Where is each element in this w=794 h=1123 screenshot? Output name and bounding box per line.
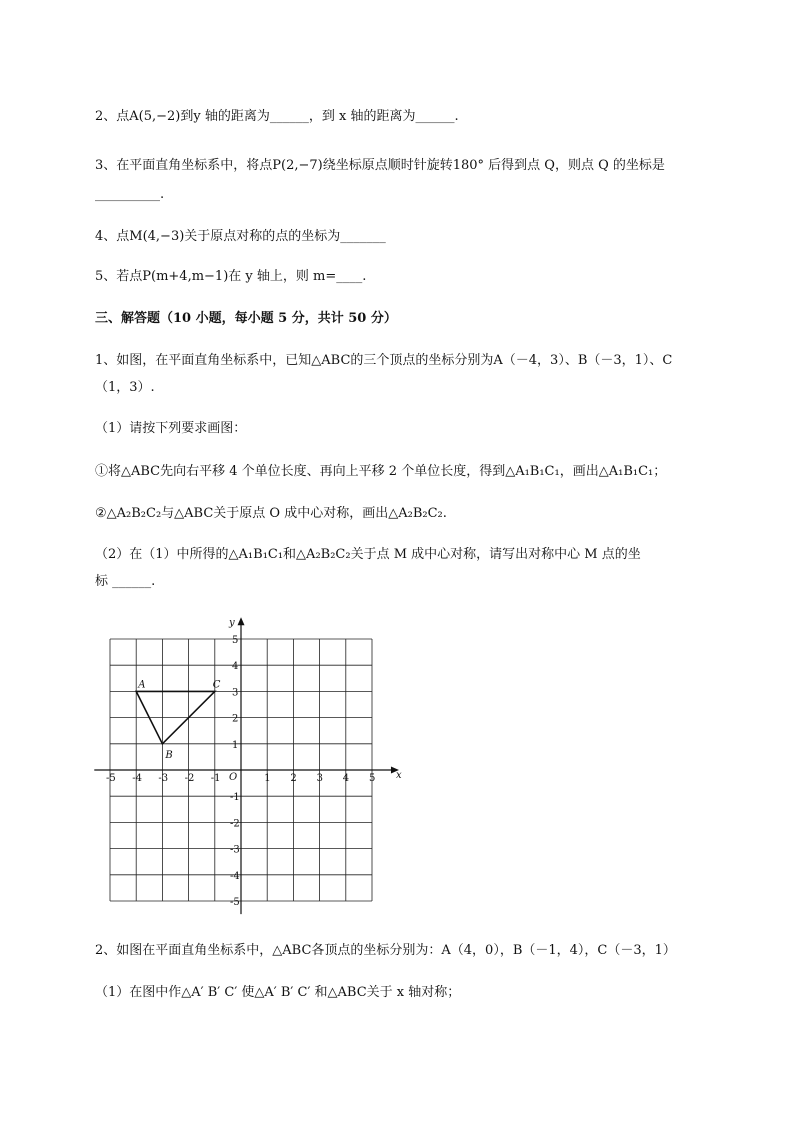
origin-label: O (229, 772, 238, 783)
problem-1-line-1: 1、如图，在平面直角坐标系中，已知△ABC的三个顶点的坐标分别为A（－4，3）、B（－3，1）、C (95, 353, 673, 368)
problem-1-sub-2-line-1: （2）在（1）中所得的△A₁B₁C₁和△A₂B₂C₂关于点 M 成中心对称，请写出对称中心 M 点的坐 (95, 547, 641, 562)
problem-1-sub-2-line-2: 标 ______. (95, 574, 156, 589)
problem-2-sub-1: （1）在图中作△A′ B′ C′ 使△A′ B′ C′ 和△ABC关于 x 轴对称； (95, 985, 461, 1000)
y-axis-arrow-icon (238, 617, 245, 625)
y-tick-label: -3 (230, 844, 240, 856)
x-tick-label: -5 (106, 773, 116, 784)
y-tick-label: -1 (230, 792, 240, 804)
vertex-c-label: C (212, 679, 221, 691)
x-tick-label: -3 (158, 773, 169, 784)
axes (94, 617, 402, 914)
problem-1-step-2: ②△A₂B₂C₂与△ABC关于原点 O 成中心对称，画出△A₂B₂C₂. (95, 506, 447, 521)
question-3-line-2: __________. (95, 187, 165, 202)
y-tick-label: 5 (232, 635, 239, 646)
section-3-heading: 三、解答题（10 小题，每小题 5 分，共计 50 分） (95, 311, 397, 326)
vertex-a-label: A (138, 679, 146, 691)
x-tick-label: -2 (184, 773, 195, 784)
question-4: 4、点M(4,−3)关于原点对称的点的坐标为_______ (95, 229, 386, 244)
x-tick-label: 5 (369, 773, 376, 784)
x-tick-label: -4 (132, 773, 142, 784)
y-axis-label: y (229, 617, 235, 629)
problem-1-line-2: （1，3）. (95, 380, 155, 395)
vertex-b-label: B (165, 749, 173, 761)
x-axis-label: x (395, 770, 402, 781)
y-tick-label: 1 (232, 739, 239, 751)
y-tick-label: -2 (230, 818, 240, 830)
y-tick-label: 2 (232, 713, 239, 725)
y-tick-label: -5 (230, 897, 240, 908)
x-tick-label: 1 (264, 773, 271, 784)
y-tick-label: 3 (232, 687, 239, 699)
problem-2-line-1: 2、如图在平面直角坐标系中，△ABC各顶点的坐标分别为：A（4，0），B（－1，4），C（－3，1） (95, 943, 676, 958)
y-tick-label: 4 (232, 661, 239, 673)
question-2: 2、点A(5,−2)到y 轴的距离为______，到 x 轴的距离为______. (95, 109, 459, 124)
y-tick-label: -4 (230, 870, 240, 882)
x-tick-label: 2 (290, 773, 297, 784)
problem-1-sub-1: （1）请按下列要求画图： (95, 421, 247, 436)
x-tick-label: 3 (316, 773, 323, 784)
question-5: 5、若点P(m+4,m−1)在 y 轴上，则 m=____. (95, 269, 367, 284)
triangle-abc (136, 679, 221, 760)
question-3-line-1: 3、在平面直角坐标系中，将点P(2,−7)绕坐标原点顺时针旋转180° 后得到点 Q，则点 Q 的坐标是 (95, 158, 665, 173)
x-tick-label: -1 (210, 773, 221, 784)
x-tick-label: 4 (342, 773, 350, 784)
problem-1-step-1: ①将△ABC先向右平移 4 个单位长度、再向上平移 2 个单位长度，得到△A₁B₁C₁，画出△A₁B₁C₁； (95, 464, 667, 479)
